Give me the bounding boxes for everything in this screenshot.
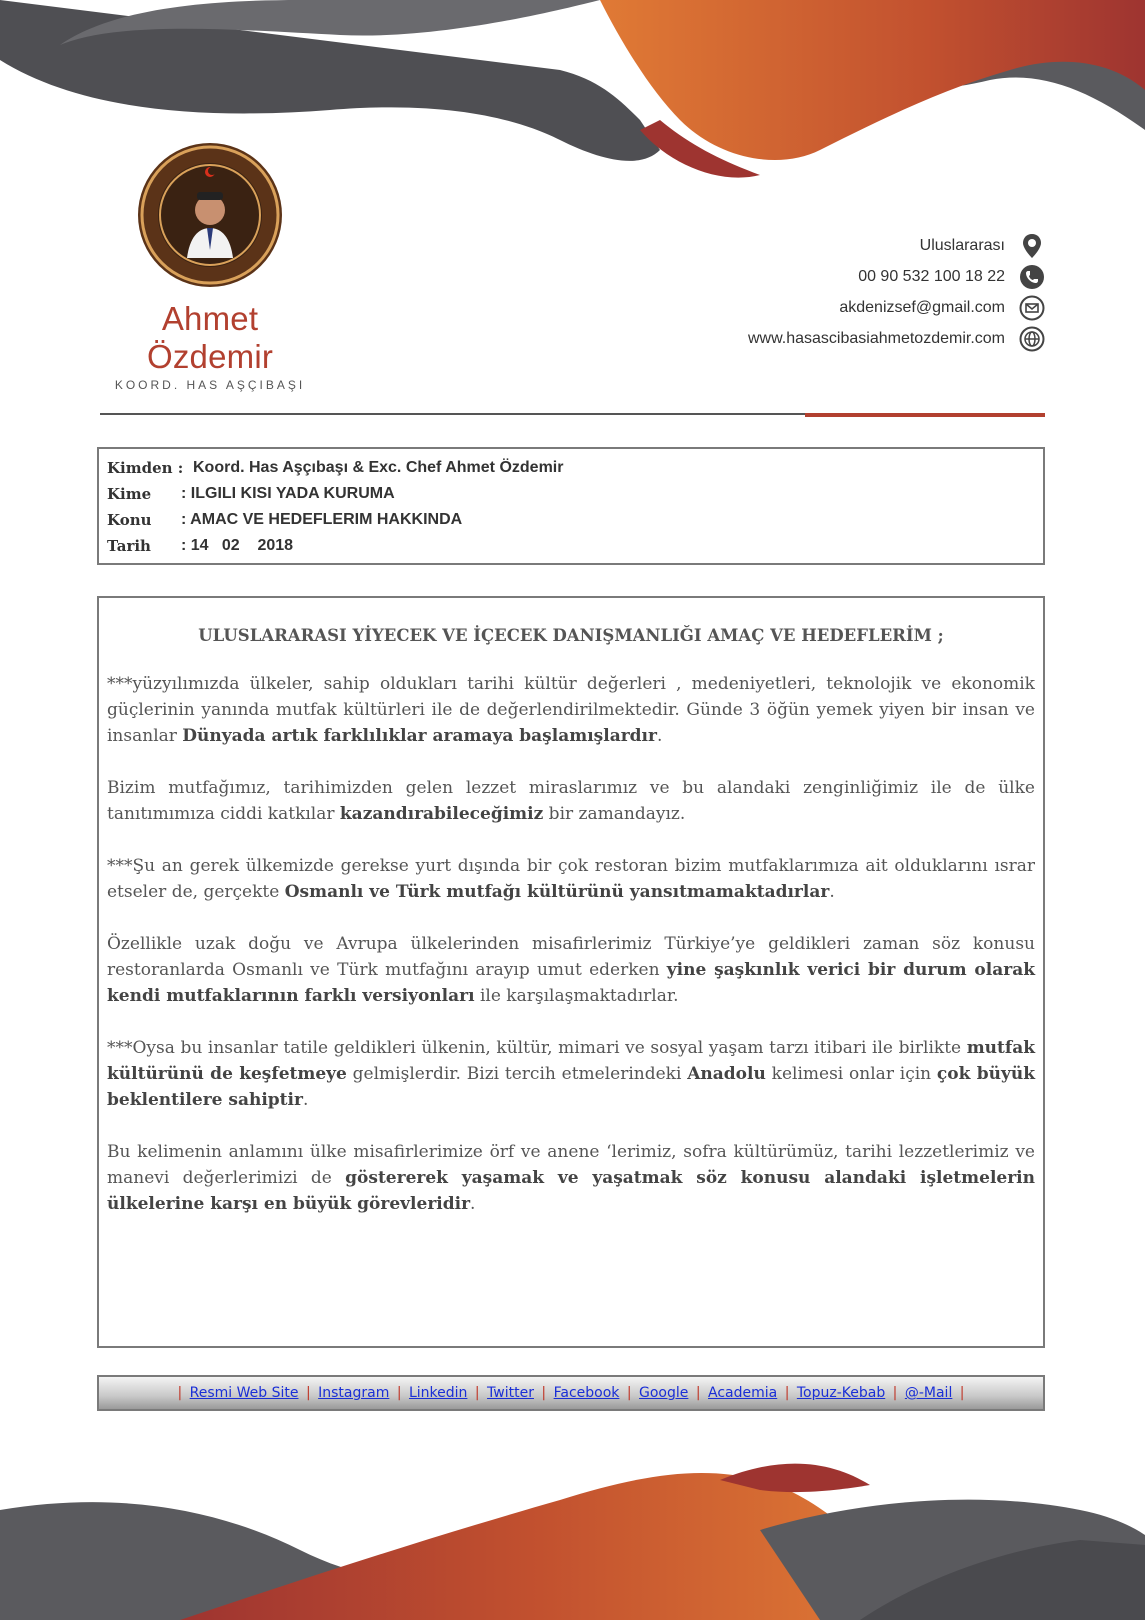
from-value: Koord. Has Aşçıbaşı & Exc. Chef Ahmet Özdemir — [193, 459, 564, 476]
paragraph-2: Bizim mutfağımız, tarihimizden gelen lezzet miraslarımız ve bu alandaki zenginliğimiz ile de ülke tanıtımımıza ciddi katkılar kazandırabileceğimiz bir zamandayız. — [107, 778, 1035, 824]
paragraph-1: ***yüzyılımızda ülkeler, sahip oldukları tarihi kültür değerleri , medeniyetleri, teknolojik ve ekonomik güçlerinin yanında mutfak kültürleri ile de değerlendirilmektedir. Günde 3 öğün yemek yiyen bir insan ve insanlar Dünyada artık farklılıklar aramaya başlamışlardır. — [107, 674, 1035, 746]
footer-link-bar: | Resmi Web Site | Instagram | Linkedin | Twitter | Facebook | Google | Academia | Topuz-Kebab | @-Mail | — [97, 1375, 1045, 1411]
link-google[interactable]: Google — [639, 1385, 689, 1401]
date-value: : 14 02 2018 — [181, 537, 294, 554]
contact-block — [625, 230, 1045, 354]
link-official-website[interactable]: Resmi Web Site — [189, 1385, 299, 1401]
bottom-decoration — [0, 1420, 1145, 1620]
subject-value: : AMAC VE HEDEFLERIM HAKKINDA — [181, 511, 463, 528]
contact-website[interactable] — [625, 323, 1045, 354]
contact-email[interactable] — [625, 292, 1045, 323]
link-academia[interactable]: Academia — [708, 1385, 778, 1401]
link-twitter[interactable]: Twitter — [487, 1385, 534, 1401]
date-label: Tarih — [107, 537, 151, 555]
paragraph-6: Bu kelimenin anlamını ülke misafirlerimize örf ve anene ‘lerimiz, sofra kültürümüz, tarihi lezzetlerimiz ve manevi değerlerimizi de göstererek yaşamak ve yaşatmak söz konusu alandaki işletmelerin ülkelerine karşı en büyük görevleridir. — [107, 1142, 1035, 1214]
website-text[interactable]: www.hasascibasiahmetozdemir.com — [748, 329, 1005, 347]
brand-block — [100, 140, 320, 392]
brand-name: Ahmet Özdemir — [146, 300, 274, 375]
email-text[interactable]: akdenizsef@gmail.com — [839, 298, 1005, 316]
contact-location — [625, 230, 1045, 261]
globe-icon — [1019, 326, 1045, 352]
link-facebook[interactable]: Facebook — [553, 1385, 620, 1401]
from-label: Kimden : — [107, 459, 184, 477]
location-text: Uluslararası — [919, 236, 1005, 254]
chef-seal-logo — [135, 140, 285, 290]
location-pin-icon — [1019, 233, 1045, 259]
subject-label: Konu — [107, 511, 152, 529]
from-row — [107, 455, 1035, 481]
phone-text: 00 90 532 100 18 22 — [858, 267, 1005, 285]
body-title: ULUSLARARASI YİYECEK VE İÇECEK DANIŞMANLIĞI AMAÇ VE HEDEFLERİM ; — [198, 626, 944, 645]
email-icon — [1019, 295, 1045, 321]
subject-row — [107, 507, 1035, 533]
paragraph-3: ***Şu an gerek ülkemizde gerekse yurt dışında bir çok restoran bizim mutfaklarımıza ait olduklarını ısrar etseler de, gerçekte Osmanlı ve Türk mutfağı kültürünü yansıtmamaktadırlar. — [107, 856, 1035, 902]
to-label: Kime — [107, 485, 152, 503]
link-topuz-kebab[interactable]: Topuz-Kebab — [796, 1385, 886, 1401]
memo-body — [97, 596, 1045, 1348]
link-instagram[interactable]: Instagram — [318, 1385, 390, 1401]
contact-phone — [625, 261, 1045, 292]
to-value: : ILGILI KISI YADA KURUMA — [181, 485, 395, 502]
link-email[interactable]: @-Mail — [904, 1385, 953, 1401]
to-row — [107, 481, 1035, 507]
brand-title: KOORD. HAS AŞÇIBAŞI — [114, 378, 306, 392]
phone-icon — [1019, 264, 1045, 290]
paragraph-4: Özellikle uzak doğu ve Avrupa ülkelerinden misafirlerimiz Türkiye’ye geldikleri zaman söz konusu restoranlarda Osmanlı ve Türk mutfağını arayıp umut ederken yine şaşkınlık verici bir durum olarak kendi mutfaklarının farklı versiyonları ile karşılaşmaktadırlar. — [107, 934, 1035, 1006]
link-linkedin[interactable]: Linkedin — [408, 1385, 468, 1401]
memo-header — [97, 447, 1045, 565]
paragraph-5: ***Oysa bu insanlar tatile geldikleri ülkenin, kültür, mimari ve sosyal yaşam tarzı itibari ile birlikte mutfak kültürünü de keşfetmeye gelmişlerdir. Bizi tercih etmelerindeki Anadolu kelimesi onlar için çok büyük beklentilere sahiptir. — [107, 1038, 1035, 1110]
date-row — [107, 533, 1035, 559]
header-divider — [100, 413, 1045, 416]
